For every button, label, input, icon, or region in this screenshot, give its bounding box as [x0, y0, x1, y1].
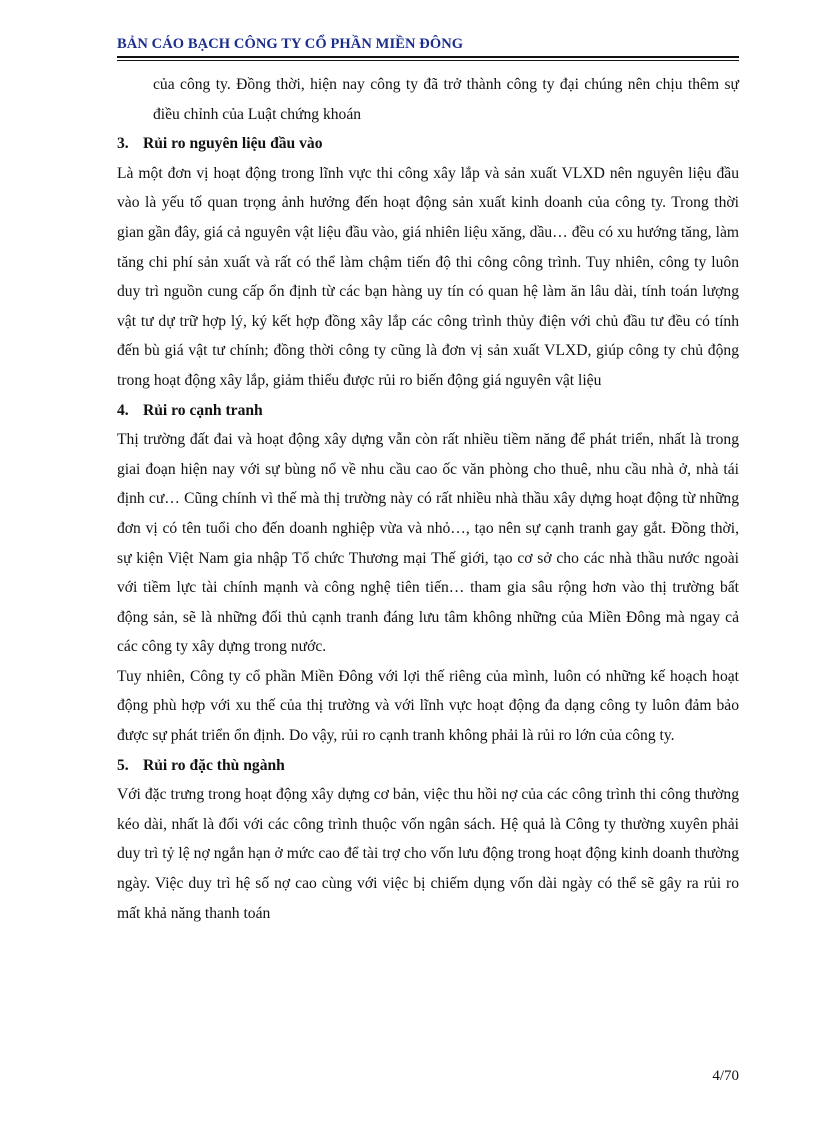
- section-3-number: 3.: [117, 135, 129, 153]
- header-rule-thin: [117, 60, 739, 61]
- section-3-title: Rủi ro nguyên liệu đầu vào: [143, 135, 323, 153]
- section-4-heading: [117, 396, 739, 426]
- section-4-number: 4.: [117, 401, 129, 419]
- intro-paragraph: của công ty. Đồng thời, hiện nay công ty đã trở thành công ty đại chúng nên chịu thêm sự điều chỉnh của Luật chứng khoán: [153, 76, 739, 123]
- section-3-heading: [117, 129, 739, 159]
- section-3-paragraph: Là một đơn vị hoạt động trong lĩnh vực thi công xây lắp và sản xuất VLXD nên nguyên liệu đầu vào là yếu tố quan trọng ảnh hưởng đến hoạt động sản xuất kinh doanh của công ty. Trong thời gian gần đây, giá cả nguyên vật liệu đầu vào, giá nhiên liệu xăng, dầu… đều có xu hướng tăng, làm tăng chi phí sản xuất và rất có thể làm chậm tiến độ thi công công trình. Tuy nhiên, công ty luôn duy trì nguồn cung cấp ổn định từ các bạn hàng uy tín có quan hệ làm ăn lâu dài, tính toán lượng vật tư dự trữ hợp lý, ký kết hợp đồng xây lắp các công trình thủy điện với chủ đầu tư đều có tính đến bù giá vật tư chính; đồng thời công ty cũng là đơn vị sản xuất VLXD, giúp công ty chủ động trong hoạt động xây lắp, giảm thiểu được rủi ro biến động giá nguyên vật liệu: [117, 164, 739, 389]
- section-5-paragraph: Với đặc trưng trong hoạt động xây dựng cơ bản, việc thu hồi nợ của các công trình thi công thường kéo dài, nhất là đối với các công trình thuộc vốn ngân sách. Hệ quả là Công ty thường xuyên phải duy trì tỷ lệ nợ ngắn hạn ở mức cao để tài trợ cho vốn lưu động trong hoạt động kinh doanh thường ngày. Việc duy trì hệ số nợ cao cùng với việc bị chiếm dụng vốn dài ngày có thể sẽ gây ra rủi ro mất khả năng thanh toán: [117, 786, 739, 922]
- section-5-number: 5.: [117, 756, 129, 774]
- document-body: [117, 70, 739, 928]
- section-4-paragraph-1: Thị trường đất đai và hoạt động xây dựng vẫn còn rất nhiều tiềm năng để phát triển, nhất là trong giai đoạn hiện nay với sự bùng nổ về nhu cầu cao ốc văn phòng cho thuê, nhu cầu nhà ở, nhà tái định cư… Cũng chính vì thế mà thị trường này có rất nhiều nhà thầu xây dựng hoạt động từ những đơn vị có tên tuổi cho đến doanh nghiệp vừa và nhỏ…, tạo nên sự cạnh tranh gay gắt. Đồng thời, sự kiện Việt Nam gia nhập Tổ chức Thương mại Thế giới, tạo cơ sở cho các nhà thầu nước ngoài với tiềm lực tài chính mạnh và công nghệ tiên tiến… tham gia sâu rộng hơn vào thị trường bất động sản, sẽ là những đối thủ cạnh tranh đáng lưu tâm không những của Miền Đông mà ngay cả các công ty xây dựng trong nước.: [117, 431, 739, 656]
- section-4-paragraph-2: Tuy nhiên, Công ty cổ phần Miền Đông với lợi thế riêng của mình, luôn có những kế hoạch hoạt động phù hợp với xu thế của thị trường và với lĩnh vực hoạt động đa dạng công ty luôn đảm bảo được sự phát triển ổn định. Do vậy, rủi ro cạnh tranh không phải là rủi ro lớn của công ty.: [117, 667, 739, 745]
- page-number: 4/70: [712, 1068, 739, 1084]
- section-4-title: Rủi ro cạnh tranh: [143, 401, 263, 419]
- section-5-heading: [117, 751, 739, 781]
- document-header-title: BẢN CÁO BẠCH CÔNG TY CỔ PHẦN MIỀN ĐÔNG: [117, 36, 464, 52]
- header-rule-thick: [117, 56, 739, 58]
- section-5-title: Rủi ro đặc thù ngành: [143, 756, 285, 774]
